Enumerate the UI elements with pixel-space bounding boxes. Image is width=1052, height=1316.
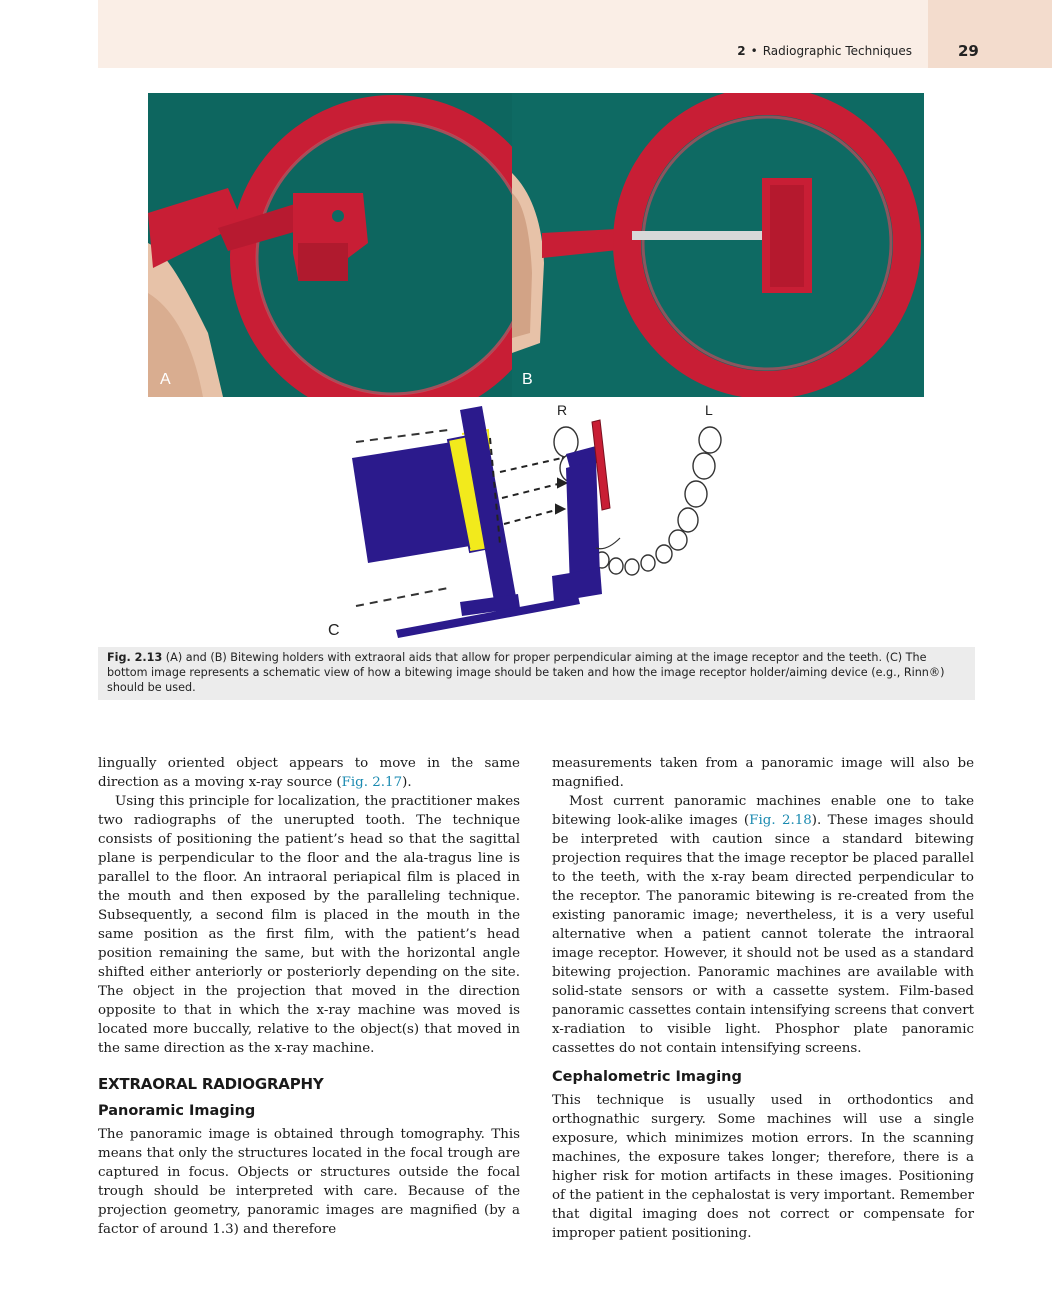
subsection-heading-cephalometric: Cephalometric Imaging xyxy=(552,1069,742,1085)
page-number: 29 xyxy=(958,42,979,60)
left-p1-text-a: lingually oriented object appears to move in the same direction as a moving x-ray source ( xyxy=(98,756,520,790)
header-bullet: • xyxy=(750,44,758,58)
panel-label-b: B xyxy=(522,371,533,388)
subsection-heading-panoramic: Panoramic Imaging xyxy=(98,1103,256,1119)
right-paragraph-3: This technique is usually used in orthodontics and orthognathic surgery. Some machines will use a single exposure, which minimizes motion errors. In the scanning machines, the exposure takes longer; therefore, there is a higher risk for motion artifacts in these images. Positioning of the patient in the cephalostat is very important. Remember that digital imaging does not correct or compensate for improper patient positioning. xyxy=(552,1093,974,1241)
bitewing-schematic xyxy=(320,398,740,644)
right-paragraph-2 xyxy=(552,792,974,1058)
left-paragraph-1 xyxy=(98,754,520,792)
schematic-label-left: L xyxy=(705,402,713,418)
photo-panel-b xyxy=(512,93,924,397)
section-heading-extraoral: EXTRAORAL RADIOGRAPHY xyxy=(98,1075,324,1093)
chapter-title: Radiographic Techniques xyxy=(762,44,912,58)
bitewing-schematic-diagram xyxy=(320,398,740,644)
left-paragraph-3: The panoramic image is obtained through tomography. This means that only the structures located in the focal trough are captured in focus. Objects or structures outside the focal trough should be interpreted with care. Because of the projection geometry, panoramic images are magnified (by a factor of around 1.3) and therefore xyxy=(98,1127,520,1237)
figure-caption-text: (A) and (B) Bitewing holders with extraoral aids that allow for proper perpendicular aiming at the image receptor and the teeth. (C) The bottom image represents a schematic view of how a bitewing image should be taken and how the image receptor holder/aiming device (e.g., Rinn®) should be used. xyxy=(107,651,945,694)
page-number-box xyxy=(928,0,1052,68)
figure-caption xyxy=(107,650,969,695)
bitewing-holder-side-image xyxy=(512,93,924,397)
figure-reference-2-17[interactable]: Fig. 2.17 xyxy=(341,775,403,790)
left-p1-text-b: ). xyxy=(402,775,412,790)
right-paragraph-1: measurements taken from a panoramic image will also be magnified. xyxy=(552,756,974,790)
running-head xyxy=(737,44,912,58)
chapter-number: 2 xyxy=(737,44,746,58)
right-p2-text-a: Most current panoramic machines enable one to take bitewing look-alike images ( xyxy=(552,794,974,828)
photo-panel-a xyxy=(148,93,560,397)
figure-reference-2-18[interactable]: Fig. 2.18 xyxy=(749,813,812,828)
right-column xyxy=(552,754,974,1243)
right-p2-text-b: ). These images should be interpreted with caution since a standard bitewing projection requires that the image receptor be placed parallel to the teeth, with the x-ray beam directed perpendicular to the receptor. The panoramic bitewing is re-created from the existing panoramic image; nevertheless, it is a very useful alternative when a patient cannot tolerate the intraoral image receptor. However, it should not be used as a standard bitewing projection. Panoramic machines are available with solid-state sensors or with a cassette system. Film-based panoramic cassettes contain intensifying screens that convert x-radiation to visible light. Phosphor plate panoramic cassettes do not contain intensifying screens. xyxy=(552,813,974,1056)
left-column xyxy=(98,754,520,1239)
panel-label-c: C xyxy=(328,622,340,639)
figure-label: Fig. 2.13 xyxy=(107,651,163,664)
schematic-label-right: R xyxy=(557,402,568,418)
bitewing-holder-front-image xyxy=(148,93,560,397)
left-paragraph-2: Using this principle for localization, the practitioner makes two radiographs of the unerupted tooth. The technique consists of positioning the patient’s head so that the sagittal plane is perpendicular to the floor and the ala-tragus line is parallel to the floor. An intraoral periapical film is placed in the mouth and then exposed by the paralleling technique. Subsequently, a second film is placed in the mouth in the same position as the first film, with the patient’s head position remaining the same, but with the horizontal angle shifted either anteriorly or posteriorly depending on the site. The object in the projection that moved in the direction opposite to that in which the x-ray machine was moved is located more buccally, relative to the object(s) that moved in the same direction as the x-ray machine. xyxy=(98,794,520,1056)
panel-label-a: A xyxy=(160,371,171,388)
